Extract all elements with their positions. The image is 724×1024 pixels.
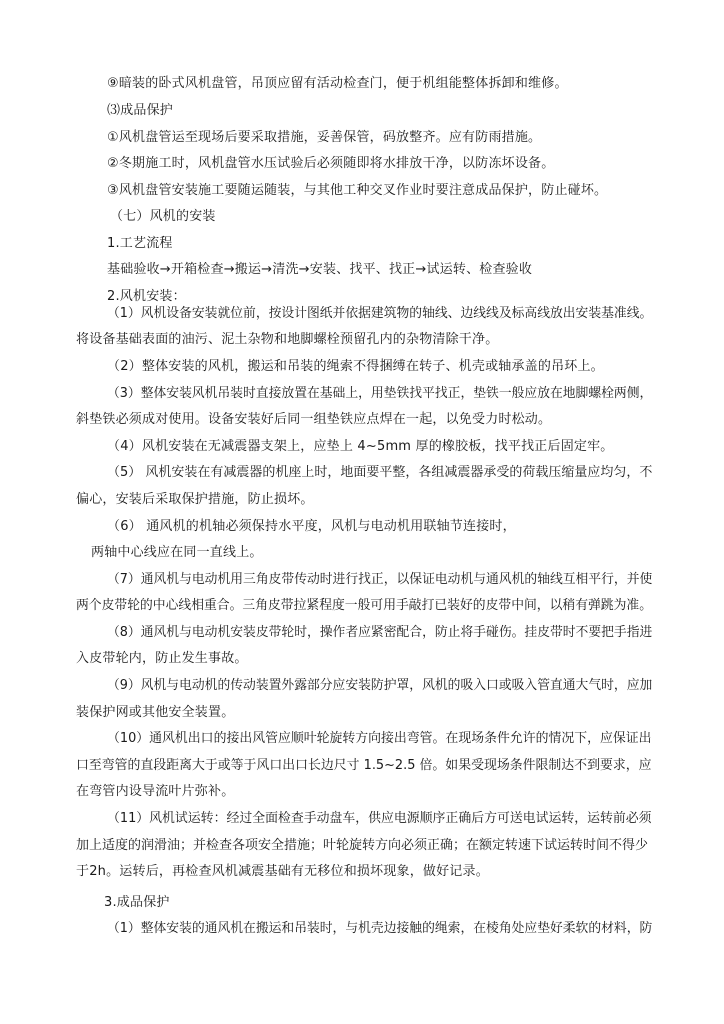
text-line: （5） 风机安装在有减震器的机座上时，地面要平整，各组减震器承受的荷载压缩量应均匀，不 [107,465,653,480]
section-heading: ⑶成品保护 [107,103,174,118]
text-line: （9）风机与电动机的传动装置外露部分应安装防护罩，风机的吸入口或吸入管直通大气时，应加 [107,678,653,693]
text-line: 在弯管内设导流叶片弥补。 [76,784,235,799]
text-line: 加上适度的润滑油；并检查各项安全措施；叶轮旋转方向必须正确；在额定转速下试运转时间不得少 [76,838,649,853]
text-line: （11）风机试运转：经过全面检查手动盘车，供应电源顺序正确后方可送电试运转，运转前必须 [107,811,652,826]
text-line: ②冬期施工时，风机盘管水压试验后必须随即将水排放干净，以防冻坏设备。 [107,156,555,171]
text-line: 于2h。运转后，再检查风机减震基础有无移位和损坏现象，做好记录。 [76,864,489,879]
process-flow: 基础验收→开箱检查→搬运→清洗→安装、找平、找正→试运转、检查验收 [107,262,533,277]
text-line: 装保护网或其他安全装置。 [76,705,235,720]
text-line: 两个皮带轮的中心线相重合。三角皮带拉紧程度一般可用手敲打已装好的皮带中间，以稍有弹跳为准。 [76,598,653,613]
text-line: （7）通风机与电动机用三角皮带传动时进行找正，以保证电动机与通风机的轴线互相平行，并使 [107,572,653,587]
text-line: 偏心，安装后采取保护措施，防止损坏。 [76,492,314,507]
text-line: （2）整体安装的风机，搬运和吊装的绳索不得捆缚在转子、机壳或轴承盖的吊环上。 [107,359,604,374]
text-line: 斜垫铁必须成对使用。设备安装好后同一组垫铁应点焊在一起，以免受力时松动。 [76,412,552,427]
subsection-heading: 1.工艺流程 [107,236,173,251]
text-line: （10）通风机出口的接出风管应顺叶轮旋转方向接出弯管。在现场条件允许的情况下，应保证出 [107,731,652,746]
text-line: 两轴中心线应在同一直线上。 [91,545,263,560]
text-line: ①风机盘管运至现场后要采取措施，妥善保管，码放整齐。应有防雨措施。 [107,130,542,145]
subsection-heading: 3.成品保护 [104,895,170,910]
subsection-heading: 2.风机安装： [107,289,186,304]
text-line: （1）整体安装的通风机在搬运和吊装时，与机壳边接触的绳索，在棱角处应垫好柔软的材料，防 [107,921,653,936]
text-line: （4）风机安装在无减震器支架上，应垫上 4~5mm 厚的橡胶板，找平找正后固定牢。 [107,439,614,454]
text-line: ③风机盘管安装施工要随运随装，与其他工种交叉作业时要注意成品保护，防止碰坏。 [107,183,608,198]
text-line: （1）风机设备安装就位前，按设计图纸并依据建筑物的轴线、边线线及标高线放出安装基准线。 [107,306,653,321]
text-line: （6） 通风机的机轴必须保持水平度，风机与电动机用联轴节连接时， [107,519,516,534]
text-line: 将设备基础表面的油污、泥土杂物和地脚螺栓预留孔内的杂物清除干净。 [76,332,499,347]
section-heading: （七）风机的安装 [110,209,216,224]
text-line: （3）整体安装风机吊装时直接放置在基础上，用垫铁找平找正，垫铁一般应放在地脚螺栓两侧， [107,386,653,401]
text-line: 口至弯管的直段距离大于或等于风口出口长边尺寸 1.5~2.5 倍。如果受现场条件限制达不到要求，应 [76,758,652,773]
text-line: ⑨暗装的卧式风机盘管，吊顶应留有活动检查门，便于机组能整体拆卸和维修。 [107,76,568,91]
text-line: （8）通风机与电动机安装皮带轮时，操作者应紧密配合，防止将手碰伤。挂皮带时不要把手指进 [107,625,653,640]
text-line: 入皮带轮内，防止发生事故。 [76,651,248,666]
